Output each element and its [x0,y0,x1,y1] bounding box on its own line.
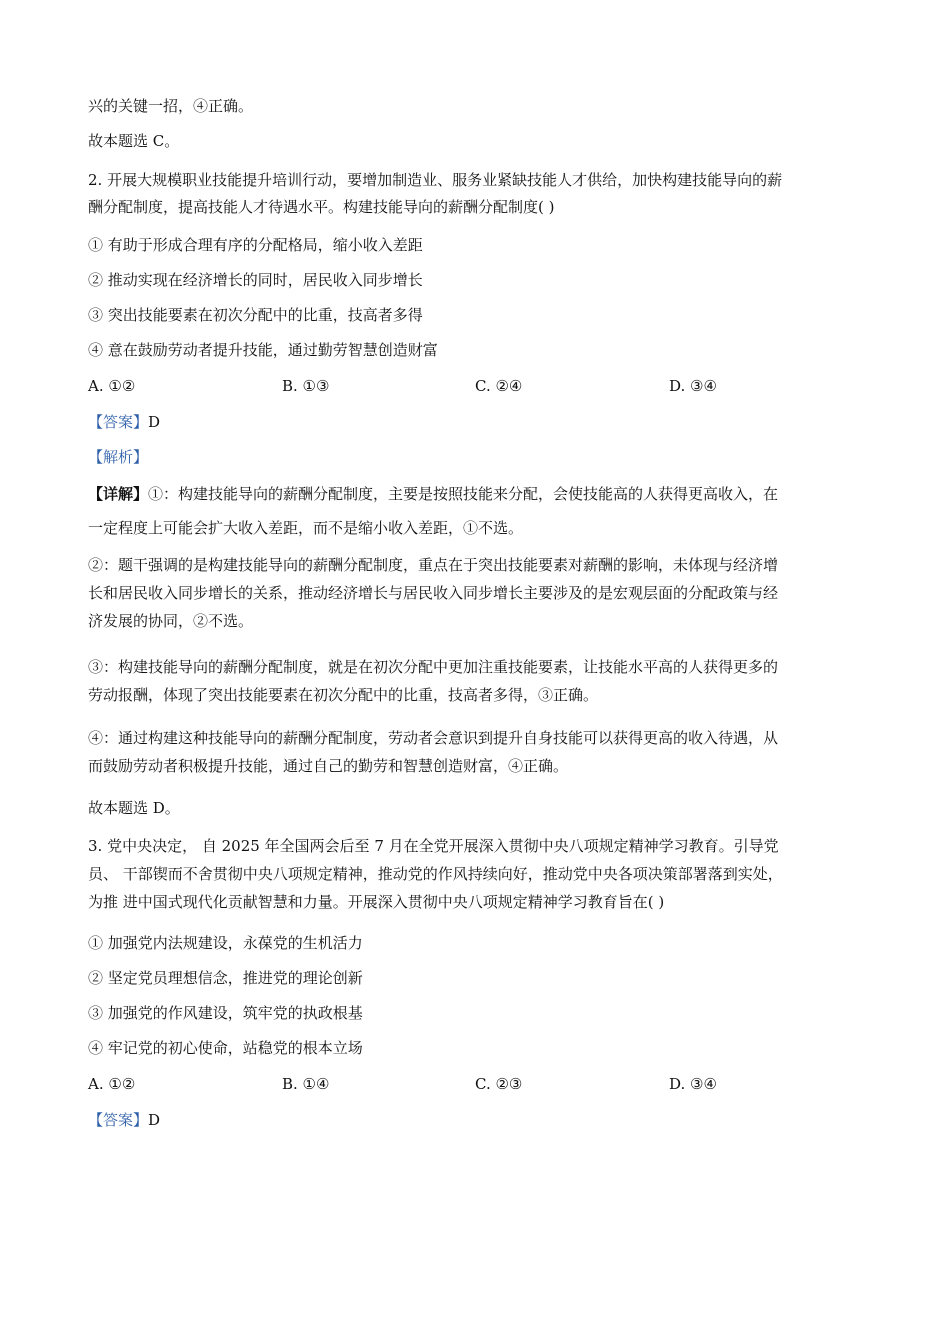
q2-detail-3-line-1: ③：构建技能导向的薪酬分配制度，就是在初次分配中更加注重技能要素，让技能水平高的人获得更多的 [88,658,779,676]
q3-stem-line-1: 3. 党中央决定， 自 2025 年全国两会后至 7 月在全党开展深入贯彻中央八项规定精神学习教育。引导党 [88,837,779,855]
q2-item-3: ③ 突出技能要素在初次分配中的比重，技高者多得 [88,306,423,324]
q3-stem-line-3: 为推 进中国式现代化贡献智慧和力量。开展深入贯彻中央八项规定精神学习教育旨在( ) [88,893,665,911]
q2-detail-4-line-1: ④：通过构建这种技能导向的薪酬分配制度，劳动者会意识到提升自身技能可以获得更高的收入待遇，从 [88,729,779,747]
q3-option-b: B. ①④ [282,1075,330,1093]
q2-options [88,376,863,396]
q2-detail-2-line-3: 济发展的协同，②不选。 [88,612,254,630]
q2-option-c: C. ②④ [475,377,523,395]
q2-answer [88,412,160,432]
q2-item-1: ① 有助于形成合理有序的分配格局，缩小收入差距 [88,236,423,254]
q2-answer-value: D [148,413,161,431]
q2-analysis-tag: 【解析】 [88,448,149,466]
q3-answer [88,1110,160,1130]
q3-item-2: ② 坚定党员理想信念，推进党的理论创新 [88,969,363,987]
q2-item-4: ④ 意在鼓励劳动者提升技能，通过勤劳智慧创造财富 [88,341,438,359]
q2-detail-2-line-1: ②：题干强调的是构建技能导向的薪酬分配制度，重点在于突出技能要素对薪酬的影响，未体现与经济增 [88,556,779,574]
q2-detail-1-line-1 [88,484,778,504]
q2-option-b: B. ①③ [282,377,330,395]
q2-answer-tag: 【答案】 [88,413,149,431]
q2-item-2: ② 推动实现在经济增长的同时，居民收入同步增长 [88,271,423,289]
q3-option-d: D. ③④ [669,1075,717,1093]
q2-stem-line-1: 2. 开展大规模职业技能提升培训行动，要增加制造业、服务业紧缺技能人才供给，加快构建技能导向的薪 [88,171,783,189]
q3-options [88,1074,863,1094]
q3-answer-tag: 【答案】 [88,1111,149,1129]
q3-stem-line-2: 员、 干部锲而不舍贯彻中央八项规定精神，推动党的作风持续向好，推动党中央各项决策部署落到实处， [88,865,783,883]
q2-detail-tag: 【详解】 [88,485,149,503]
q2-option-a: A. ①② [88,377,136,395]
prev-answer-tail: 兴的关键一招，④正确。 [88,97,254,115]
q3-item-4: ④ 牢记党的初心使命，站稳党的根本立场 [88,1039,363,1057]
q3-answer-value: D [148,1111,161,1129]
q3-option-c: C. ②③ [475,1075,523,1093]
q2-stem-line-2: 酬分配制度，提高技能人才待遇水平。构建技能导向的薪酬分配制度( ) [88,198,555,216]
prev-conclusion: 故本题选 C。 [88,132,180,150]
q2-option-d: D. ③④ [669,377,717,395]
q3-item-3: ③ 加强党的作风建设，筑牢党的执政根基 [88,1004,363,1022]
q3-option-a: A. ①② [88,1075,136,1093]
q2-detail-1-line-2: 一定程度上可能会扩大收入差距，而不是缩小收入差距，①不选。 [88,519,524,537]
q2-conclusion: 故本题选 D。 [88,799,180,817]
q2-detail-3-line-2: 劳动报酬，体现了突出技能要素在初次分配中的比重，技高者多得，③正确。 [88,686,599,704]
q2-detail-1-text: ①：构建技能导向的薪酬分配制度，主要是按照技能来分配，会使技能高的人获得更高收入，在 [148,485,779,503]
q2-detail-2-line-2: 长和居民收入同步增长的关系，推动经济增长与居民收入同步增长主要涉及的是宏观层面的分配政策与经 [88,584,779,602]
q3-item-1: ① 加强党内法规建设，永葆党的生机活力 [88,934,363,952]
q2-detail-4-line-2: 而鼓励劳动者积极提升技能，通过自己的勤劳和智慧创造财富，④正确。 [88,757,569,775]
